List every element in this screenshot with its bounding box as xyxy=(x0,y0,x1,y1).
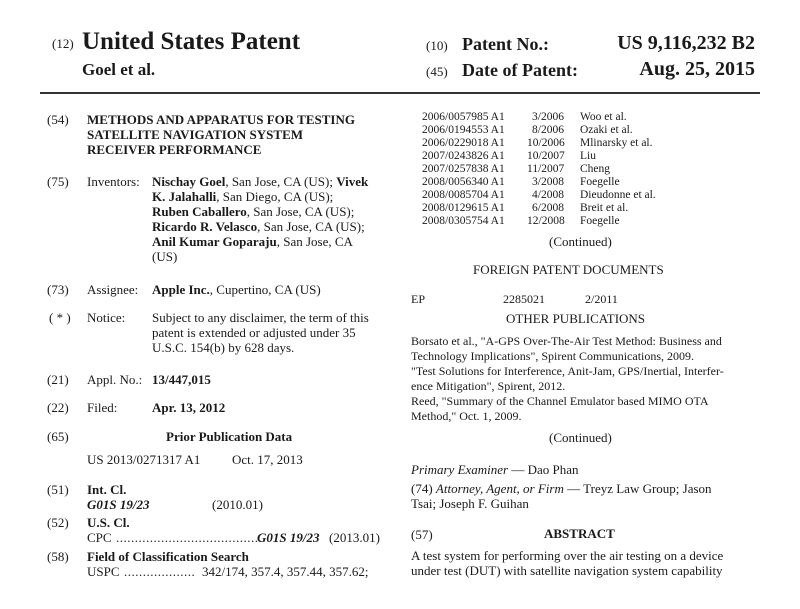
int-cl-label: Int. Cl. xyxy=(87,482,127,497)
foreign-patents-heading: FOREIGN PATENT DOCUMENTS xyxy=(473,262,664,277)
notice-line-3: U.S.C. 154(b) by 628 days. xyxy=(152,340,295,355)
inventor-line: Ruben Caballero, San Jose, CA (US); xyxy=(152,204,355,219)
publication-line: Method," Oct. 1, 2009. xyxy=(411,409,522,423)
patent-number: US 9,116,232 B2 xyxy=(617,32,755,54)
uspc-leader-dots: ................... xyxy=(124,564,196,579)
notice-code: ( * ) xyxy=(49,310,71,325)
field-code-65: (65) xyxy=(47,429,69,444)
invention-title-line-1: METHODS AND APPARATUS FOR TESTING xyxy=(87,112,355,127)
notice-line-2: patent is extended or adjusted under 35 xyxy=(152,325,356,340)
filed-value: Apr. 13, 2012 xyxy=(152,400,226,415)
field-code-73: (73) xyxy=(47,282,69,297)
inventor-line: Ricardo R. Velasco, San Jose, CA (US); xyxy=(152,219,365,234)
cpc-label: CPC xyxy=(87,530,112,545)
prior-publication-date: Oct. 17, 2013 xyxy=(232,452,303,467)
inventors-list xyxy=(152,174,368,264)
appl-no-value: 13/447,015 xyxy=(152,372,211,387)
field-code-45: (45) xyxy=(426,64,448,79)
int-cl-class: G01S 19/23 xyxy=(87,497,150,512)
header-rule xyxy=(40,92,760,94)
inventor-line: Anil Kumar Goparaju, San Jose, CA xyxy=(152,234,353,249)
publication-line: Reed, "Summary of the Channel Emulator based MIMO OTA xyxy=(411,394,709,408)
notice-line-1: Subject to any disclaimer, the term of this xyxy=(152,310,369,325)
field-code-12: (12) xyxy=(52,36,74,51)
publication-line: Borsato et al., "A-GPS Over-The-Air Test Method: Business and xyxy=(411,334,722,348)
assignee-label: Assignee: xyxy=(87,282,139,297)
field-of-search-label: Field of Classification Search xyxy=(87,549,249,564)
cpc-year: (2013.01) xyxy=(329,530,380,545)
publication-line: "Test Solutions for Interference, Anit-Jam, GPS/Inertial, Interfer- xyxy=(411,364,724,378)
abstract-line-1: A test system for performing over the air testing on a device xyxy=(411,548,724,563)
invention-title-line-2: SATELLITE NAVIGATION SYSTEM xyxy=(87,127,304,142)
field-code-52: (52) xyxy=(47,515,69,530)
inventors-label: Inventors: xyxy=(87,174,140,189)
appl-no-label: Appl. No.: xyxy=(87,372,143,387)
date-of-patent: Aug. 25, 2015 xyxy=(639,58,755,80)
abstract-code: (57) xyxy=(411,527,433,542)
field-code-51: (51) xyxy=(47,482,69,497)
field-code-54: (54) xyxy=(47,112,69,127)
patent-number-label: Patent No.: xyxy=(462,34,549,54)
cpc-leader-dots: ....................................... xyxy=(116,530,263,545)
inventor-short: Goel et al. xyxy=(82,60,156,79)
publications-continued: (Continued) xyxy=(549,430,612,445)
uspc-label: USPC xyxy=(87,564,120,579)
date-of-patent-label: Date of Patent: xyxy=(462,60,578,80)
other-publications-list xyxy=(411,334,724,424)
us-cl-label: U.S. Cl. xyxy=(87,515,130,530)
invention-title-line-3: RECEIVER PERFORMANCE xyxy=(87,142,262,157)
abstract-line-2: under test (DUT) with satellite navigation system capability xyxy=(411,563,723,578)
foreign-patent-country: EP xyxy=(411,292,426,306)
notice-label: Notice: xyxy=(87,310,126,325)
uspc-values: 342/174, 357.4, 357.44, 357.62; xyxy=(202,564,369,579)
inventor-line: K. Jalahalli, San Diego, CA (US); xyxy=(152,189,334,204)
inventor-line: Nischay Goel, San Jose, CA (US); Vivek xyxy=(152,174,369,189)
foreign-patent-date: 2/2011 xyxy=(585,292,618,306)
other-publications-heading: OTHER PUBLICATIONS xyxy=(506,311,646,326)
document-type-title: United States Patent xyxy=(82,28,301,55)
publication-line: ence Mitigation", Spirent, 2012. xyxy=(411,379,566,393)
cpc-class: G01S 19/23 xyxy=(257,530,320,545)
abstract-heading: ABSTRACT xyxy=(544,526,615,541)
inventor-line: (US) xyxy=(152,249,178,264)
field-code-75: (75) xyxy=(47,174,69,189)
attorney-line-2: Tsai; Joseph F. Guihan xyxy=(411,496,529,511)
filed-label: Filed: xyxy=(87,400,118,415)
publication-line: Technology Implications", Spirent Communications, 2009. xyxy=(411,349,695,363)
field-code-58: (58) xyxy=(47,549,69,564)
prior-publication-number: US 2013/0271317 A1 xyxy=(87,452,201,467)
references-continued: (Continued) xyxy=(549,234,612,249)
prior-publication-heading: Prior Publication Data xyxy=(166,429,293,444)
assignee-value: Apple Inc., Cupertino, CA (US) xyxy=(152,282,321,297)
field-code-21: (21) xyxy=(47,372,69,387)
foreign-patent-number: 2285021 xyxy=(503,292,545,306)
primary-examiner: Primary Examiner — Dao Phan xyxy=(411,462,579,477)
field-code-22: (22) xyxy=(47,400,69,415)
int-cl-year: (2010.01) xyxy=(212,497,263,512)
attorney-line-1: (74) Attorney, Agent, or Firm — Treyz Law Group; Jason xyxy=(411,481,712,496)
field-code-10: (10) xyxy=(426,38,448,53)
